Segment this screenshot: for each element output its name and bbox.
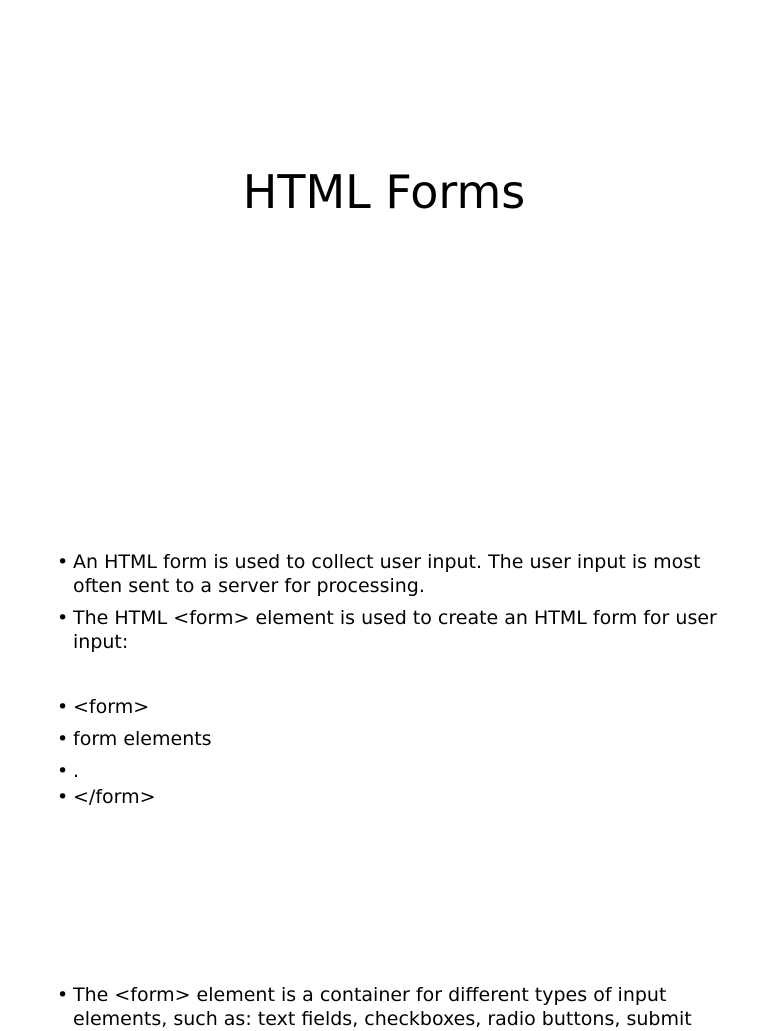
slide-title: HTML Forms	[242, 165, 526, 219]
bullet-item: • The <form> element is a container for different types of input elements, such as: text fields, checkboxes, radio buttons, submit	[57, 983, 717, 1031]
bullet-item: • An HTML form is used to collect user input. The user input is most often sent to a server for processing.	[57, 550, 717, 598]
bullet-item: • form elements	[57, 727, 717, 751]
bullet-item: • <form>	[57, 695, 717, 719]
bullet-item: • The HTML <form> element is used to create an HTML form for user input:	[57, 606, 717, 654]
bullet-item: • </form>	[57, 785, 717, 809]
bullet-item: • .	[57, 759, 717, 783]
intro-bullet-list	[57, 550, 717, 662]
code-bullet-list	[57, 695, 717, 809]
